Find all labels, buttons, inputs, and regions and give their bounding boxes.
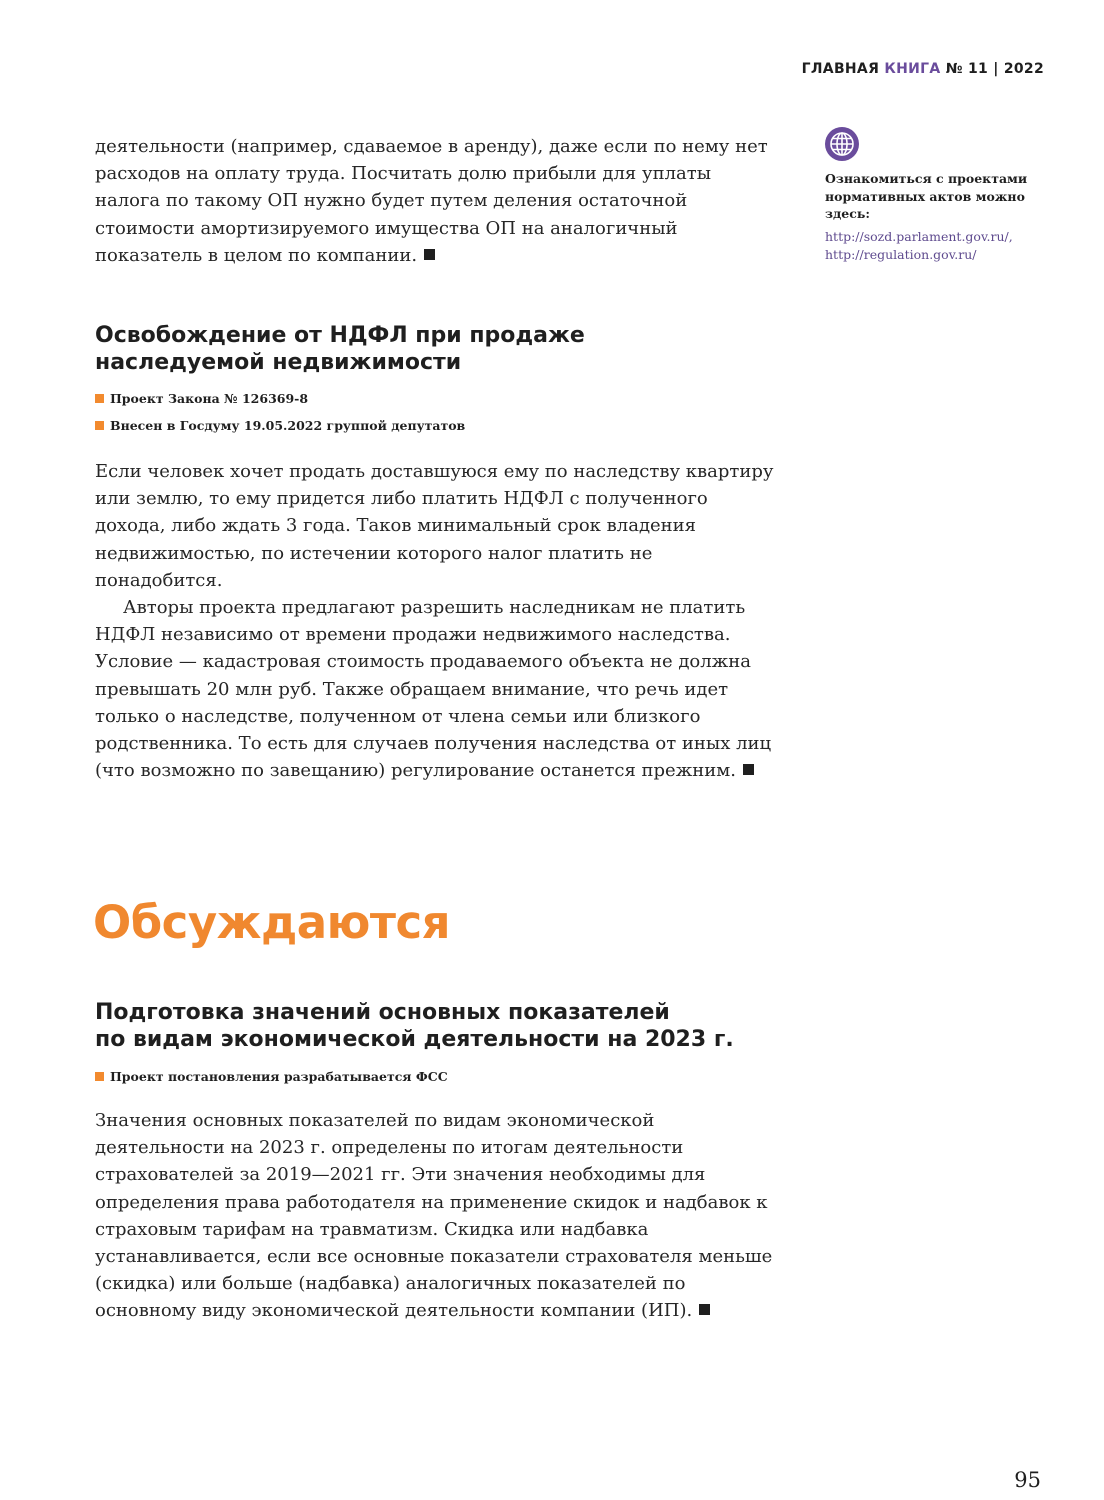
globe-icon: [825, 127, 859, 161]
link-regulation[interactable]: http://regulation.gov.ru/: [825, 246, 977, 262]
orange-square-bullet: [95, 394, 104, 403]
orange-square-bullet: [95, 1072, 104, 1081]
article2-body: [95, 1107, 780, 1325]
link-sozd[interactable]: http://sozd.parlament.gov.ru/,: [825, 229, 1013, 244]
magazine-header: [802, 61, 1044, 77]
sidebar-title: Ознакомиться с проектами нормативных актов можно здесь:: [825, 171, 1028, 221]
end-mark: [743, 764, 754, 775]
article2-meta1-text: Проект постановления разрабатывается ФСС: [110, 1069, 448, 1084]
brand-name-part2: КНИГА: [884, 61, 941, 77]
article1-heading: [95, 322, 795, 376]
article2-meta1: [95, 1069, 795, 1085]
article1-paragraph2: Авторы проекта предлагают разрешить наследникам не платить НДФЛ независимо от времени продажи недвижимого наследства. Условие — кадастровая стоимость продаваемого объекта не должна превышать 20 млн руб. Также обращаем внимание, что речь идет только о наследстве, полученном от члена семьи или близкого родственника. То есть для случаев получения наследства от иных лиц (что возможно по завещанию) регулирование останется прежним.: [95, 597, 772, 782]
article2-paragraph1: Значения основных показателей по видам экономической деятельности на 2023 г. определены по итогам деятельности страхователей за 2019—2021 гг. Эти значения необходимы для определения права работодателя на применение скидок и надбавок к страховым тарифам на травматизм. Скидка или надбавка устанавливается, если все основные показатели страхователя меньше (скидка) или больше (надбавка) аналогичных показателей по основному виду экономической деятельности компании (ИП).: [95, 1110, 773, 1322]
article2-heading-line1: Подготовка значений основных показателей: [95, 1000, 670, 1025]
article1-meta2-text: Внесен в Госдуму 19.05.2022 группой депутатов: [110, 418, 466, 433]
issue-number: № 11 | 2022: [945, 61, 1044, 77]
end-mark: [424, 249, 435, 260]
page-number: 95: [1014, 1468, 1041, 1492]
article1-meta1: [95, 391, 795, 407]
end-mark: [699, 1304, 710, 1315]
orange-square-bullet: [95, 421, 104, 430]
article2-heading-line2: по видам экономической деятельности на 2023 г.: [95, 1027, 734, 1052]
sidebar-links: [825, 228, 1055, 263]
article1-paragraph1: Если человек хочет продать доставшуюся ему по наследству квартиру или землю, то ему придется либо платить НДФЛ с полученного дохода, либо ждать 3 года. Таков минимальный срок владения недвижимостью, по истечении которого налог платить не понадобится.: [95, 461, 774, 591]
intro-text: [95, 133, 780, 269]
article1-body: [95, 458, 780, 784]
section-title: Обсуждаются: [93, 896, 451, 949]
article1-meta2: [95, 418, 795, 434]
brand-name-part1: ГЛАВНАЯ: [801, 61, 880, 77]
article1-heading-line1: Освобождение от НДФЛ при продаже: [95, 323, 585, 348]
intro-paragraph: деятельности (например, сдаваемое в аренду), даже если по нему нет расходов на оплату труда. Посчитать долю прибыли для уплаты налога по такому ОП нужно будет путем деления остаточной стоимости амортизируемого имущества ОП на аналогичный показатель в целом по компании.: [95, 136, 768, 266]
article2-heading: [95, 999, 795, 1053]
article1-heading-line2: наследуемой недвижимости: [95, 350, 462, 375]
article1-meta1-text: Проект Закона № 126369-8: [110, 391, 309, 406]
